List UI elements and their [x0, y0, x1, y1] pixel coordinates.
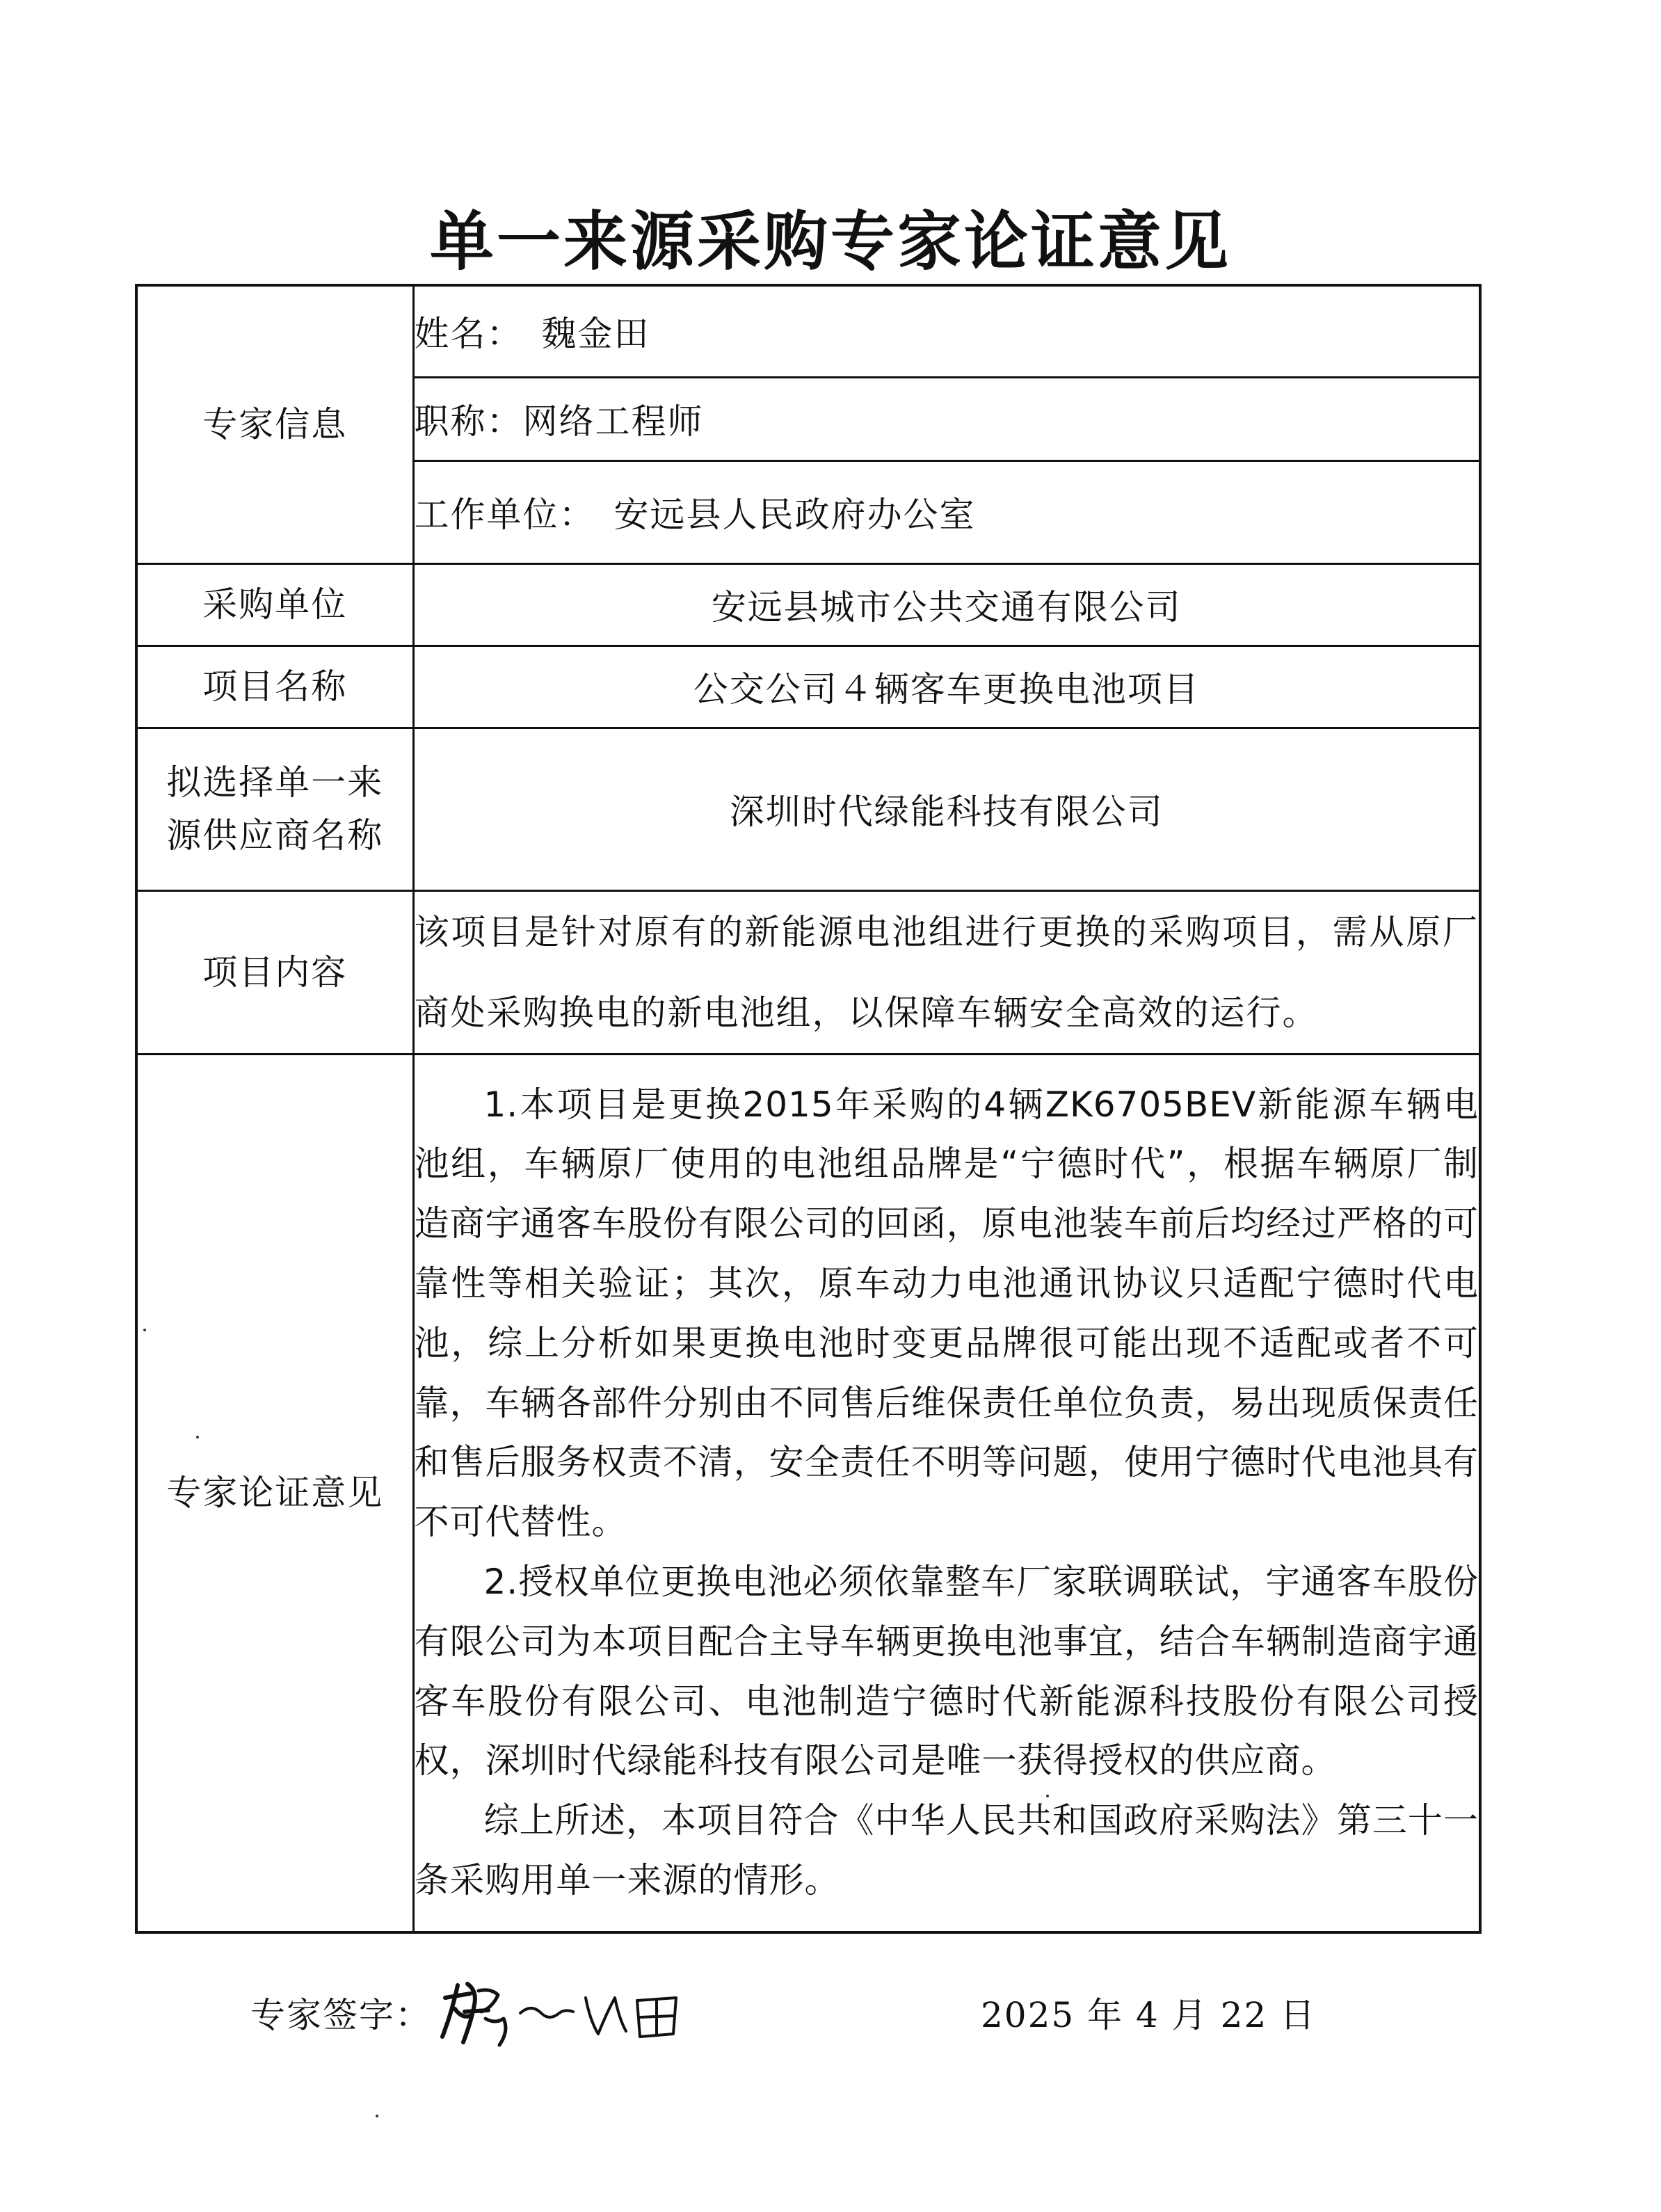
signature-date: 2025 年 4 月 22 日: [981, 1995, 1317, 2035]
project-content-label: 项目内容: [136, 890, 413, 1054]
supplier-label-line2: 源供应商名称: [166, 815, 384, 856]
expert-name: 姓名： 魏金田: [413, 285, 1480, 377]
opinion-paragraph-3: 综上所述，本项目符合《中华人民共和国政府采购法》第三十一条采购用单一来源的情形。: [414, 1800, 1479, 1901]
purchaser-label: 采购单位: [136, 563, 413, 646]
expert-work-unit: 工作单位： 安远县人民政府办公室: [413, 460, 1480, 563]
scan-speck: [143, 1329, 146, 1331]
purchaser-value: 安远县城市公共交通有限公司: [413, 563, 1480, 646]
project-name-label: 项目名称: [136, 646, 413, 728]
supplier-label-line1: 拟选择单一来: [166, 762, 384, 803]
expert-opinion-label: 专家论证意见: [136, 1054, 413, 1932]
supplier-label: [136, 728, 413, 890]
project-name-value: 公交公司４辆客车更换电池项目: [413, 646, 1480, 728]
page-title: 单一来源采购专家论证意见: [429, 204, 1231, 279]
supplier-value: 深圳时代绿能科技有限公司: [413, 728, 1480, 890]
project-content-value: 该项目是针对原有的新能源电池组进行更换的采购项目，需从原厂商处采购换电的新电池组，以保障车辆安全高效的运行。: [413, 890, 1480, 1054]
expert-opinion-text: [413, 1054, 1480, 1932]
scan-speck: [1046, 1795, 1049, 1797]
expert-job-title: 职称：网络工程师: [413, 377, 1480, 460]
signature-label: 专家签字：: [250, 1995, 431, 2035]
opinion-paragraph-1: 1.本项目是更换2015年采购的4辆ZK6705BEV新能源车辆电池组，车辆原厂使用的电池组品牌是“宁德时代”，根据车辆原厂制造商宇通客车股份有限公司的回函，原电池装车前后均经过严格的可靠性等相关验证；其次，原车动力电池通讯协议只适配宁德时代电池，综上分析如果更换电池时变更品牌很可能出现不适配或者不可靠，车辆各部件分别由不同售后维保责任单位负责，易出现质保责任和售后服务权责不清，安全责任不明等问题，使用宁德时代电池具有不可代替性。: [414, 1084, 1479, 1543]
scan-speck: [196, 1436, 199, 1438]
scan-speck: [376, 2115, 378, 2117]
expert-info-label: 专家信息: [136, 285, 413, 563]
opinion-paragraph-2: 2.授权单位更换电池必须依靠整车厂家联调联试，宇通客车股份有限公司为本项目配合主导车辆更换电池事宜，结合车辆制造商宇通客车股份有限公司、电池制造宁德时代新能源科技股份有限公司授权，深圳时代绿能科技有限公司是唯一获得授权的供应商。: [414, 1562, 1479, 1781]
expert-opinion-form: [135, 284, 1482, 1934]
handwritten-signature: [437, 1970, 701, 2053]
